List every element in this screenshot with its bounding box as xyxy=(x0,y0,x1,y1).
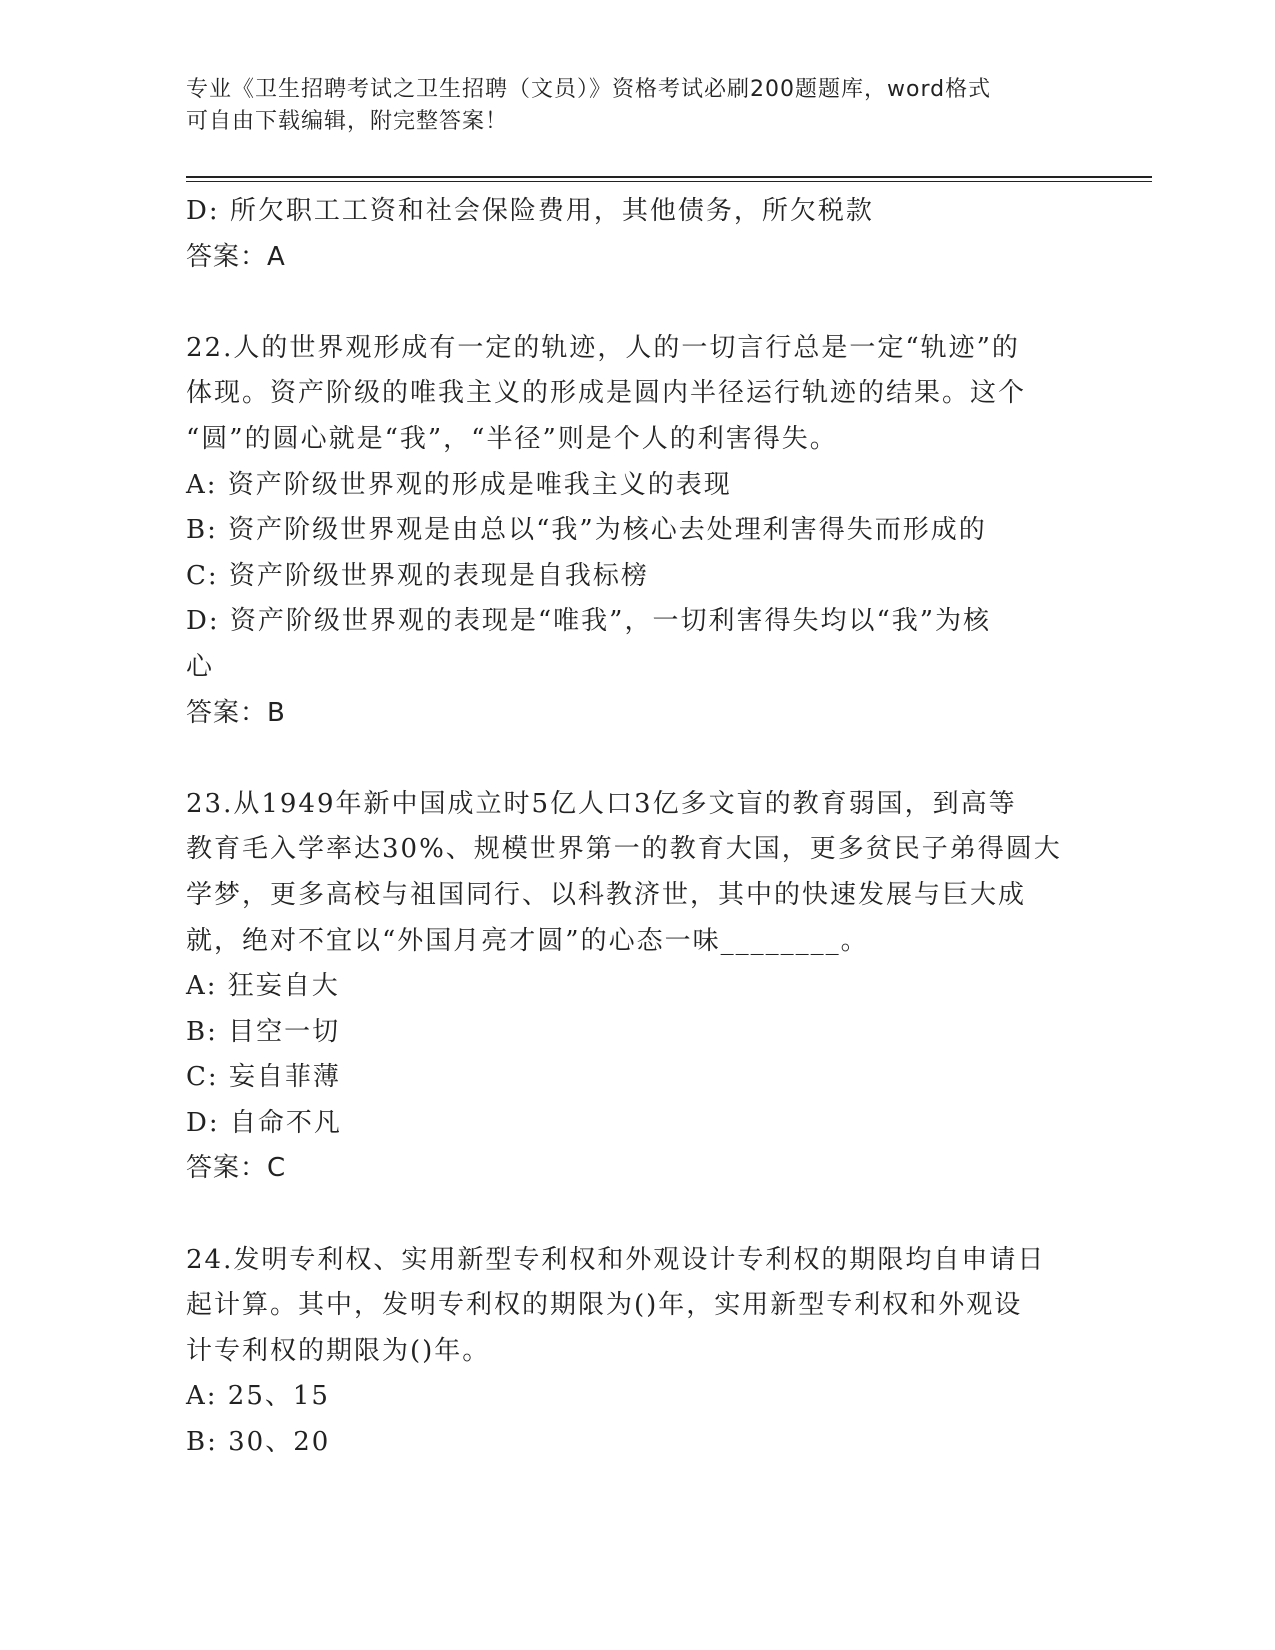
header-title-line-1: 专业《卫生招聘考试之卫生招聘（文员）》资格考试必刷200题题库，word格式 xyxy=(186,77,992,102)
option-b: B: 目空一切 xyxy=(186,1016,341,1047)
answer-label: 答案：B xyxy=(186,697,286,728)
header-divider-thick xyxy=(186,176,1152,178)
question-stem-line: 22.人的世界观形成有一定的轨迹，人的一切言行总是一定“轨迹”的 xyxy=(186,332,1020,363)
spacer xyxy=(186,1192,1086,1238)
option-b: B: 30、20 xyxy=(186,1427,331,1458)
prev-question-option-d: D: 所欠职工工资和社会保险费用，其他债务，所欠税款 xyxy=(186,196,874,226)
question-stem-line: 体现。资产阶级的唯我主义的形成是圆内半径运行轨迹的结果。这个 xyxy=(186,378,1027,409)
option-d: D: 资产阶级世界观的表现是“唯我”，一切利害得失均以“我”为核 xyxy=(186,606,992,637)
question-stem-line: 教育毛入学率达30%、规模世界第一的教育大国，更多贫民子弟得圆大 xyxy=(186,834,1062,865)
header-title-line-2: 可自由下载编辑，附完整答案！ xyxy=(186,109,509,134)
header-divider-thin xyxy=(186,181,1152,182)
spacer xyxy=(186,280,1086,326)
question-stem-line: 起计算。其中，发明专利权的期限为()年，实用新型专利权和外观设 xyxy=(186,1290,1023,1321)
option-b: B: 资产阶级世界观是由总以“我”为核心去处理利害得失而形成的 xyxy=(186,515,987,546)
question-stem-line: 就，绝对不宜以“外国月亮才圆”的心态一味________。 xyxy=(186,925,869,956)
option-a: A: 25、15 xyxy=(186,1381,330,1412)
question-content xyxy=(186,189,1086,1466)
question-stem-line: 24.发明专利权、实用新型专利权和外观设计专利权的期限均自申请日 xyxy=(186,1244,1046,1275)
option-d: D: 自命不凡 xyxy=(186,1107,342,1138)
option-c: C: 妄自菲薄 xyxy=(186,1062,341,1093)
question-stem-line: “圆”的圆心就是“我”，“半径”则是个人的利害得失。 xyxy=(186,423,838,454)
question-stem-line: 计专利权的期限为()年。 xyxy=(186,1335,491,1366)
option-a: A: 资产阶级世界观的形成是唯我主义的表现 xyxy=(186,469,732,500)
question-23 xyxy=(186,782,1086,1192)
option-c: C: 资产阶级世界观的表现是自我标榜 xyxy=(186,560,649,591)
option-a: A: 狂妄自大 xyxy=(186,971,340,1002)
question-22 xyxy=(186,326,1086,736)
answer-label: 答案：C xyxy=(186,1153,287,1184)
prev-question-answer: 答案：A xyxy=(186,241,286,272)
question-stem-line: 23.从1949年新中国成立时5亿人口3亿多文盲的教育弱国，到高等 xyxy=(186,788,1017,819)
spacer xyxy=(186,736,1086,782)
option-d-continued: 心 xyxy=(186,651,215,682)
question-stem-line: 学梦，更多高校与祖国同行、以科教济世，其中的快速发展与巨大成 xyxy=(186,879,1027,910)
question-24 xyxy=(186,1238,1086,1466)
page-header xyxy=(186,74,1086,138)
